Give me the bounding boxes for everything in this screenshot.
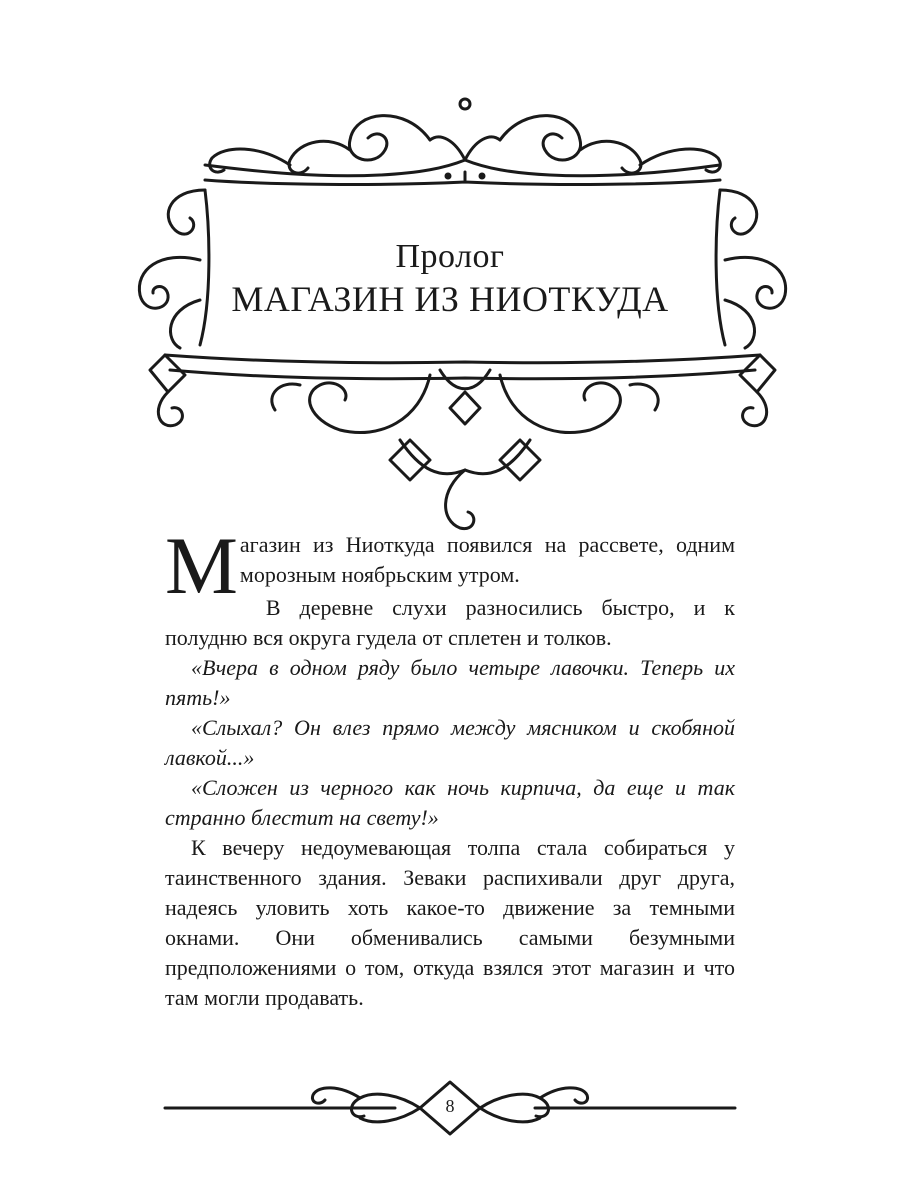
quote-3: «Сложен из черного как ночь кирпича, да еще и так странно блестит на свету!» xyxy=(165,775,735,830)
top-crown-ornament xyxy=(205,99,720,184)
drop-cap: М xyxy=(165,520,238,611)
quote-1: «Вчера в одном ряду было четыре лавочки. Теперь их пять!» xyxy=(165,655,735,710)
chapter-label: Пролог xyxy=(395,238,505,275)
quote-2: «Слыхал? Он влез прямо между мясником и скобяной лавкой...» xyxy=(165,715,735,770)
paragraph-3: К вечеру недоумевающая толпа стала собираться у таинственного здания. Зеваки распихивали друг друга, надеясь уловить хоть какое-то движение за темными окнами. Они обменивались самыми безумными предположениями о том, откуда взялся этот магазин и что там могли продавать. xyxy=(165,835,735,1010)
paragraph-2: В деревне слухи разносились быстро, и к полудню вся округа гудела от сплетен и толков. xyxy=(165,595,735,650)
paragraph-1 xyxy=(165,520,735,611)
paragraph-1-text: агазин из Ниоткуда появился на рассвете, одним морозным ноябрьским утром. xyxy=(239,532,735,587)
page-number: 8 xyxy=(445,1096,455,1116)
bottom-central-ornament xyxy=(272,370,658,529)
body-text xyxy=(165,520,735,1013)
chapter-title: МАГАЗИН ИЗ НИОТКУДА xyxy=(231,279,669,319)
